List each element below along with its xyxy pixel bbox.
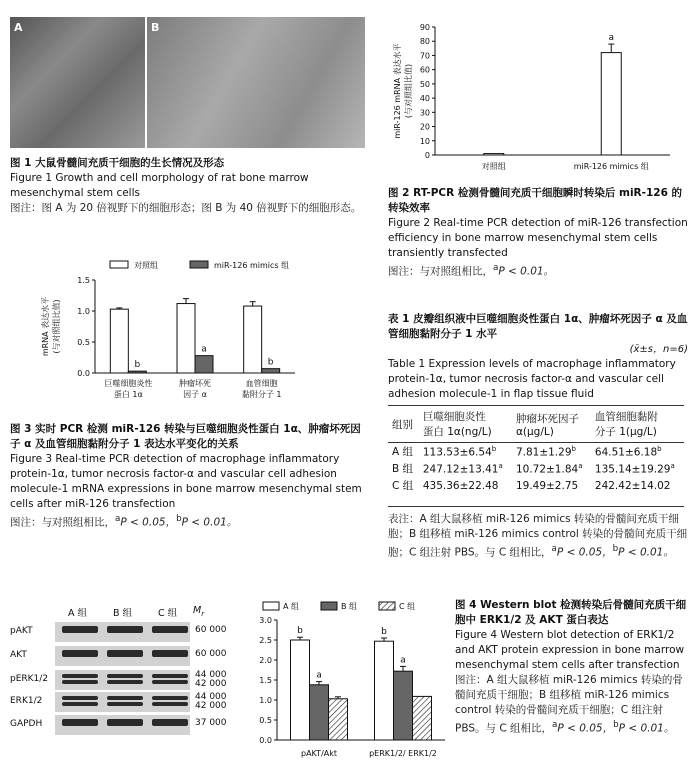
table1-note: 表注：A 组大鼠移植 miR-126 mimics 转染的骨髓间充质干细胞；B 组移植 miR-126 mimics control 转染的骨髓间充质干细胞；C 组注射 PBS。与 C 组相比，$^a$P < 0.05，$^b$P < 0.01。 bbox=[388, 513, 688, 559]
fig2-annotation: a bbox=[608, 33, 615, 44]
table1-bottom-rule bbox=[388, 506, 684, 507]
fig3-xtick-label: 因子 α bbox=[183, 390, 207, 399]
fig4-ytick-label: 2.0 bbox=[259, 656, 272, 665]
fig3-xtick-label: 蛋白 1α bbox=[113, 390, 143, 399]
fig3-xtick-label: 肿瘤坏死 bbox=[179, 379, 211, 388]
fig3-xtick-label: 血管细胞 bbox=[245, 379, 278, 388]
fig2-xtick-label: miR-126 mimics 组 bbox=[573, 162, 649, 171]
fig2-caption bbox=[388, 186, 688, 280]
blot-lane-label: B 组 bbox=[113, 608, 133, 619]
table1-header-cell: 巨噬细胞炎性 蛋白 1α(ng/L) bbox=[422, 411, 492, 438]
fig2-ylabel: miR-126 mRNA 表达水平 bbox=[393, 43, 402, 139]
fig4-legend-swatch bbox=[379, 602, 395, 610]
fig4-bar bbox=[394, 671, 413, 740]
blot-row-label: AKT bbox=[10, 650, 27, 660]
fig3-ylabel: mRNA 表达水平 bbox=[41, 296, 50, 357]
blot-mr-label: 42 000 bbox=[195, 679, 227, 689]
fig2-ytick-label: 90 bbox=[419, 23, 430, 32]
fig4-annotation: b bbox=[381, 627, 387, 637]
fig3-annotation: b bbox=[267, 357, 274, 368]
fig1-note: 图注：图 A 为 20 倍视野下的细胞形态；图 B 为 40 倍视野下的细胞形态。 bbox=[10, 202, 362, 214]
blot-row-label: pERK1/2 bbox=[10, 674, 49, 684]
fig4-ytick-label: 0.5 bbox=[259, 716, 272, 725]
fig2-ytick-label: 70 bbox=[419, 51, 430, 61]
fig1-panel-a-letter: A bbox=[14, 21, 23, 34]
fig4-xtick-label: pAKT/Akt bbox=[301, 749, 337, 758]
fig4-title-en: Figure 4 Western blot detection of ERK1/2 and AKT protein expression in bone marrow mesenchymal stem cells after transfection bbox=[455, 629, 685, 671]
blot-band bbox=[152, 626, 188, 633]
fig2-bar bbox=[484, 154, 504, 155]
fig3-ytick-label: 1.5 bbox=[77, 276, 90, 285]
fig4-ytick-label: 1.0 bbox=[259, 696, 272, 705]
blot-band bbox=[152, 674, 188, 678]
table1-cell: 19.49±2.75 bbox=[515, 479, 579, 492]
blot-band bbox=[107, 674, 143, 678]
fig1-caption bbox=[10, 156, 370, 216]
fig3-legend-label: miR-126 mimics 组 bbox=[214, 261, 290, 270]
fig1-title-en: Figure 1 Growth and cell morphology of rat bone marrow mesenchymal stem cells bbox=[10, 172, 309, 199]
fig2-title-cn: 图 2 RT-PCR 检测骨髓间充质干细胞瞬时转染后 miR-126 的转染效率 bbox=[388, 187, 683, 214]
blot-mr-header-sub: r bbox=[201, 609, 205, 618]
table1-cell: 113.53±6.54$^b$ bbox=[422, 444, 497, 459]
blot-band bbox=[152, 680, 188, 684]
blot-band bbox=[152, 650, 188, 657]
fig3-bar bbox=[128, 371, 146, 373]
fig2-ytick-label: 10 bbox=[419, 136, 430, 146]
fig3-legend-swatch bbox=[110, 261, 128, 268]
fig4-xtick-label: pERK1/2/ ERK1/2 bbox=[369, 749, 437, 758]
fig3-caption bbox=[10, 422, 370, 531]
table1-top-rule bbox=[388, 405, 684, 406]
blot-band bbox=[62, 674, 98, 678]
fig3-ytick-label: 1.0 bbox=[77, 307, 90, 316]
fig3-chart bbox=[20, 258, 370, 418]
table1-header-row bbox=[388, 408, 684, 443]
fig4-legend-label: A 组 bbox=[283, 602, 300, 611]
fig4-bar bbox=[329, 699, 348, 740]
fig4-blot bbox=[10, 600, 245, 760]
table1-stat: (x̄±s，n=6) bbox=[629, 344, 688, 355]
blot-mr-label: 44 000 bbox=[195, 670, 227, 680]
fig3-xtick-label: 巨噬细胞炎性 bbox=[104, 379, 153, 388]
fig4-ytick-label: 0.0 bbox=[259, 736, 272, 745]
fig4-bar bbox=[375, 641, 394, 740]
fig4-bar bbox=[291, 640, 310, 740]
fig2-title-en: Figure 2 Real-time PCR detection of miR-126 transfection efficiency in bone marrow mesenchymal stem cells transiently transfected bbox=[388, 217, 688, 259]
blot-row-label: ERK1/2 bbox=[10, 696, 43, 706]
fig4-legend-swatch bbox=[321, 602, 337, 610]
blot-mr-label: 60 000 bbox=[195, 625, 227, 635]
table1-cell: C 组 bbox=[392, 480, 414, 492]
table1-cell: B 组 bbox=[392, 463, 414, 475]
fig3-bar bbox=[110, 309, 128, 373]
blot-mr-header: $M_r$ bbox=[193, 605, 205, 618]
table1-cell: 135.14±19.29$^a$ bbox=[594, 461, 675, 476]
fig3-legend-swatch bbox=[190, 261, 208, 268]
blot-band bbox=[107, 696, 143, 700]
table1-caption bbox=[388, 312, 688, 402]
blot-band bbox=[107, 650, 143, 657]
blot-band bbox=[152, 719, 188, 726]
fig2-ytick-label: 60 bbox=[419, 65, 430, 75]
table1-cell: A 组 bbox=[392, 446, 414, 458]
fig4-annotation: b bbox=[297, 626, 303, 637]
blot-band bbox=[62, 696, 98, 700]
blot-band bbox=[152, 696, 188, 700]
fig2-ytick-label: 0 bbox=[424, 151, 430, 160]
fig2-ytick-label: 40 bbox=[419, 94, 430, 104]
table1-cell: 242.42±14.02 bbox=[594, 479, 671, 492]
fig4-chart bbox=[245, 598, 450, 766]
blot-row-label: GAPDH bbox=[10, 719, 43, 729]
fig3-legend-label: 对照组 bbox=[134, 261, 158, 270]
blot-mr-label: 44 000 bbox=[195, 692, 227, 702]
fig2-ytick-label: 20 bbox=[419, 122, 430, 132]
blot-mr-label: 60 000 bbox=[195, 649, 227, 659]
fig1-panel-b-letter: B bbox=[151, 21, 160, 34]
table1-header-cell: 血管细胞黏附 分子 1(μg/L) bbox=[594, 411, 658, 438]
fig2-bar bbox=[601, 53, 621, 155]
blot-band bbox=[107, 680, 143, 684]
blot-band bbox=[107, 702, 143, 706]
fig4-ytick-label: 3.0 bbox=[259, 616, 272, 625]
table1-cell: 247.12±13.41$^a$ bbox=[422, 461, 503, 476]
table1-title-en: Table 1 Expression levels of macrophage inflammatory protein-1α, tumor necrosis factor-α and vascular cell adhesion molecule-1 in flap tissue fluid bbox=[388, 358, 676, 400]
fig4-bar bbox=[413, 696, 432, 740]
table1-row bbox=[388, 460, 684, 477]
fig3-ytick-label: 0.0 bbox=[77, 369, 90, 378]
blot-band bbox=[62, 680, 98, 684]
fig2-note: 图注：与对照组相比，$^a$P < 0.01。 bbox=[388, 263, 555, 278]
fig4-annotation: a bbox=[400, 655, 406, 666]
fig2-ylabel2: (与对照组比值) bbox=[404, 63, 413, 119]
table1-header-cell: 肿瘤坏死因子 α(μg/L) bbox=[515, 412, 579, 438]
fig3-bar bbox=[244, 306, 262, 373]
fig4-legend-label: B 组 bbox=[341, 602, 358, 611]
blot-row-label: pAKT bbox=[10, 626, 33, 636]
fig3-annotation: a bbox=[201, 344, 207, 355]
blot-mr-label: 37 000 bbox=[195, 718, 227, 728]
fig3-annotation: b bbox=[134, 360, 141, 371]
table1-title-cn: 表 1 皮瓣组织液中巨噬细胞炎性蛋白 1α、肿瘤坏死因子 α 及血管细胞黏附分子 1 水平 bbox=[388, 313, 688, 340]
fig4-annotation: a bbox=[316, 670, 322, 681]
table1-row bbox=[388, 443, 684, 461]
fig4-bar bbox=[310, 685, 329, 740]
blot-band bbox=[62, 702, 98, 706]
fig4-ytick-label: 1.5 bbox=[259, 676, 272, 685]
table1-cell: 435.36±22.48 bbox=[422, 479, 499, 492]
fig3-title-en: Figure 3 Real-time PCR detection of macrophage inflammatory protein-1α, tumor necrosis factor-α and vascular cell adhesion molecule-1 mRNA expressions in bone marrow mesenchymal stem cells after miR-126 transfection bbox=[10, 453, 362, 510]
table1-cell: 7.81±1.29$^b$ bbox=[515, 444, 576, 459]
fig3-ytick-label: 0.5 bbox=[77, 338, 90, 347]
fig1-title-cn: 图 1 大鼠骨髓间充质干细胞的生长情况及形态 bbox=[10, 157, 225, 169]
table1-row bbox=[388, 477, 684, 494]
fig2-ytick-label: 80 bbox=[419, 37, 430, 47]
blot-band bbox=[107, 626, 143, 633]
fig1-panel-b bbox=[147, 17, 365, 148]
fig4-title-cn: 图 4 Western blot 检测转染后骨髓间充质干细胞中 ERK1/2 及 AKT 蛋白表达 bbox=[455, 599, 687, 626]
blot-band bbox=[62, 650, 98, 657]
blot-lane-label: C 组 bbox=[158, 608, 178, 619]
fig3-title-cn: 图 3 实时 PCR 检测 miR-126 转染与巨噬细胞炎性蛋白 1α、肿瘤坏死因子 α 及血管细胞黏附分子 1 表达水平变化的关系 bbox=[10, 423, 361, 450]
fig3-bar bbox=[195, 356, 213, 373]
fig3-bar bbox=[262, 369, 280, 373]
fig3-bar bbox=[177, 304, 195, 373]
fig4-note: 图注：A 组大鼠移植 miR-126 mimics 转染的骨髓间充质干细胞；B 组移植 miR-126 mimics control 转染的骨髓间充质干细胞；C 组注射 PBS。与 C 组相比，$^a$P < 0.05，$^b$P < 0.01。 bbox=[455, 674, 683, 735]
fig4-legend-label: C 组 bbox=[399, 602, 416, 611]
blot-band bbox=[152, 702, 188, 706]
table1 bbox=[388, 408, 684, 494]
table1-cell: 64.51±6.18$^b$ bbox=[594, 444, 662, 459]
fig2-ytick-label: 50 bbox=[419, 79, 430, 89]
blot-mr-label: 42 000 bbox=[195, 701, 227, 711]
blot-band bbox=[107, 719, 143, 726]
blot-band bbox=[62, 626, 98, 633]
fig4-legend-swatch bbox=[263, 602, 279, 610]
fig3-xtick-label: 黏附分子 1 bbox=[241, 390, 282, 399]
fig1-panel-a bbox=[10, 17, 145, 148]
fig4-ytick-label: 2.5 bbox=[259, 636, 272, 645]
fig4-caption bbox=[455, 598, 690, 737]
fig3-ylabel2: (与对照组比值) bbox=[52, 299, 61, 354]
table1-header-cell: 组别 bbox=[392, 418, 413, 431]
blot-band bbox=[62, 719, 98, 726]
table1-cell: 10.72±1.84$^a$ bbox=[515, 461, 583, 476]
fig2-chart bbox=[380, 15, 680, 185]
blot-lane-label: A 组 bbox=[68, 608, 88, 619]
fig2-xtick-label: 对照组 bbox=[481, 162, 506, 171]
fig2-ytick-label: 30 bbox=[419, 108, 430, 118]
fig3-note: 图注：与对照组相比，$^a$P < 0.05，$^b$P < 0.01。 bbox=[10, 514, 238, 529]
